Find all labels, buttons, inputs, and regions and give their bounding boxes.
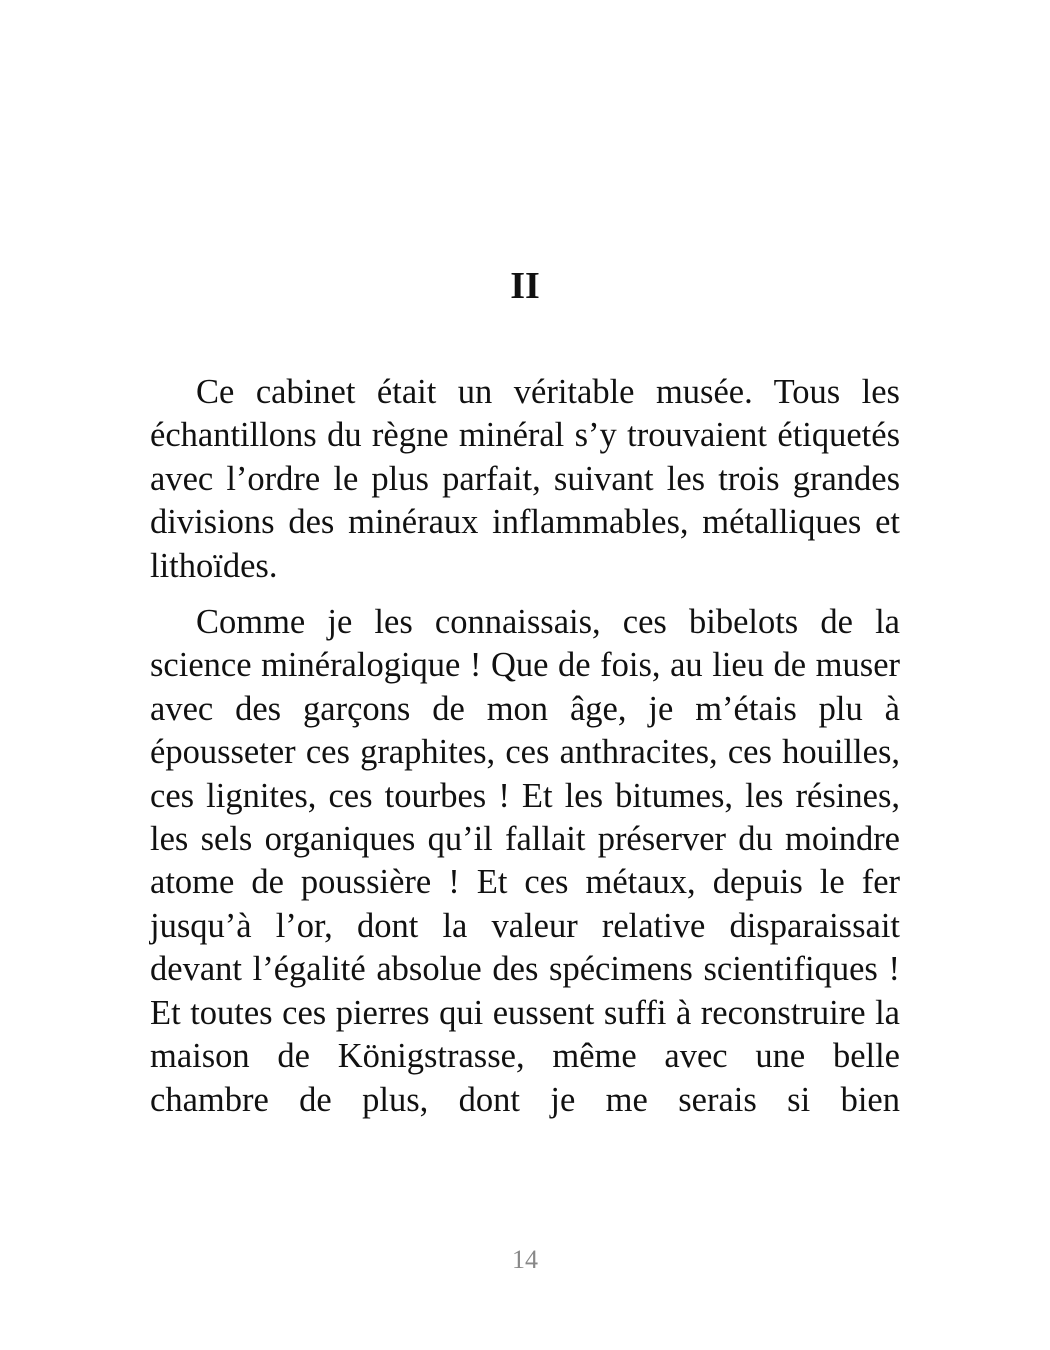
chapter-heading: II <box>510 265 540 307</box>
page-number: 14 <box>512 1245 538 1274</box>
paragraph: Comme je les connaissais, ces bibelots de la science minéralogique ! Que de fois, au lieu de muser avec des garçons de mon âge, je m’étais plu à épousseter ces graphites, ces anthracites, ces houilles, ces lignites, ces tourbes ! Et les bitumes, les résines, les sels organiques qu’il fallait préserver du moindre atome de poussière ! Et ces métaux, depuis le fer jusqu’à l’or, dont la valeur relative disparaissait devant l’égalité absolue des spécimens scientifiques ! Et toutes ces pierres qui eussent suffi à reconstruire la maison de Königstrasse, même avec une belle chambre de plus, dont je me serais si bien <box>150 603 900 1119</box>
body-text <box>150 371 900 1135</box>
paragraph: Ce cabinet était un véritable musée. Tous les échantillons du règne minéral s’y trouvaient étiquetés avec l’ordre le plus parfait, suivant les trois grandes divisions des minéraux inflammables, métalliques et lithoïdes. <box>150 373 900 585</box>
